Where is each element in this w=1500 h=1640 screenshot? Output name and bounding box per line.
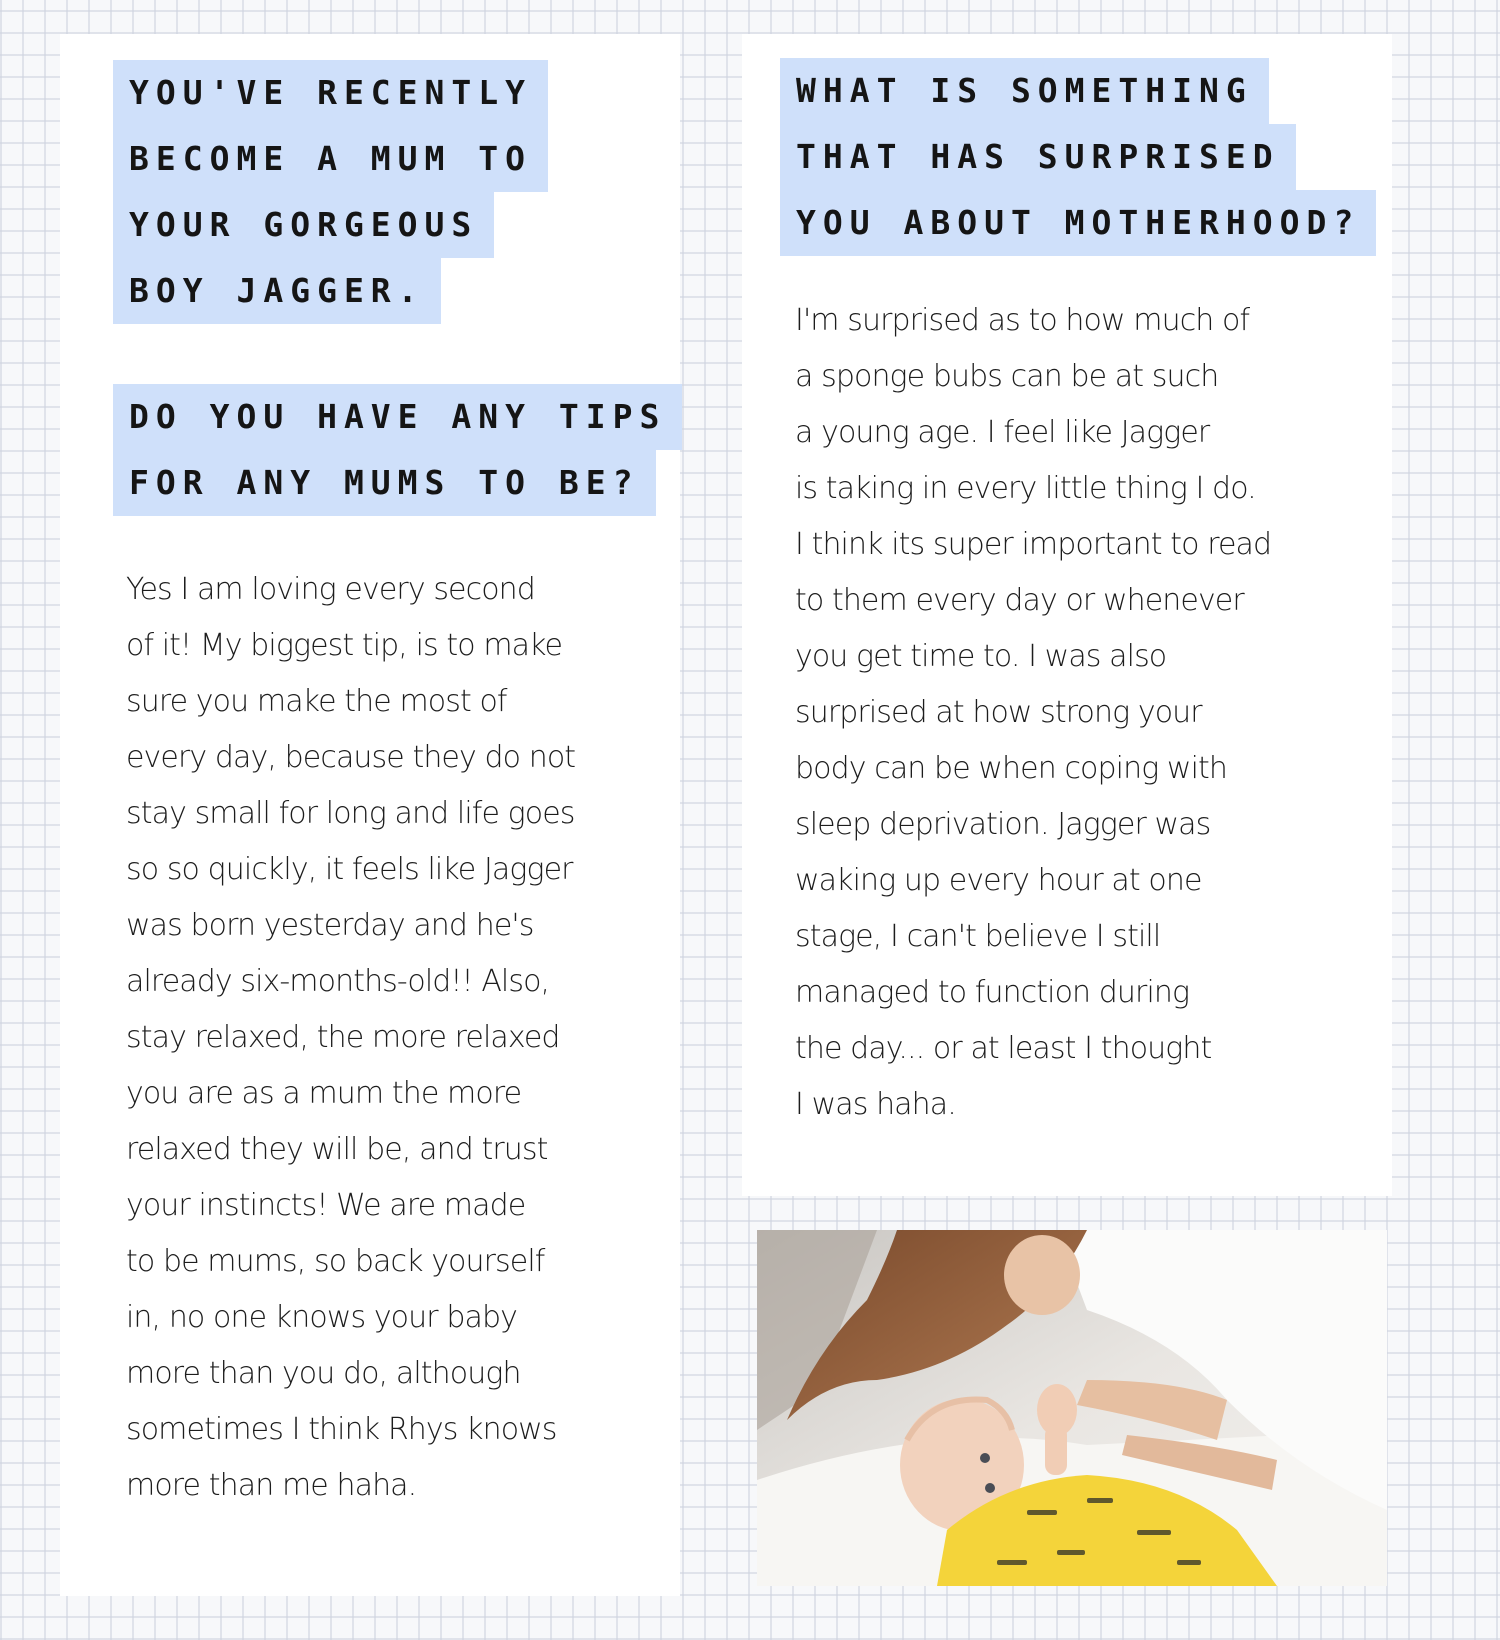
paragraph-line: stay small for long and life goes xyxy=(126,796,575,831)
paragraph-line: waking up every hour at one xyxy=(795,863,1202,898)
heading-line: YOU'VE RECENTLY xyxy=(113,60,548,126)
paragraph-line: sleep deprivation. Jagger was xyxy=(795,807,1211,842)
question-heading-2 xyxy=(113,384,682,516)
heading-line: BECOME A MUM TO xyxy=(113,126,548,192)
paragraph-line: you are as a mum the more xyxy=(126,1076,522,1111)
heading-line: FOR ANY MUMS TO BE? xyxy=(113,450,656,516)
paragraph-line: every day, because they do not xyxy=(126,740,576,775)
paragraph-line: stage, I can't believe I still xyxy=(795,919,1161,954)
paragraph-line: already six-months-old!! Also, xyxy=(126,964,550,999)
paragraph-line: more than me haha. xyxy=(126,1468,417,1503)
paragraph-line: a young age. I feel like Jagger xyxy=(795,415,1210,450)
mother-and-baby-photo xyxy=(757,1230,1387,1586)
paragraph-line: I'm surprised as to how much of xyxy=(795,303,1250,338)
heading-line: DO YOU HAVE ANY TIPS xyxy=(113,384,682,450)
paragraph-line: Yes I am loving every second xyxy=(126,572,535,607)
paragraph-line: sometimes I think Rhys knows xyxy=(126,1412,557,1447)
question-heading-1 xyxy=(113,60,548,324)
paragraph-line: sure you make the most of xyxy=(126,684,507,719)
paragraph-line: I was haha. xyxy=(795,1087,956,1122)
heading-line: WHAT IS SOMETHING xyxy=(780,58,1269,124)
paragraph-line: so so quickly, it feels like Jagger xyxy=(126,852,573,887)
paragraph-line: relaxed they will be, and trust xyxy=(126,1132,548,1167)
paragraph-line: of it! My biggest tip, is to make xyxy=(126,628,563,663)
paragraph-line: I think its super important to read xyxy=(795,527,1272,562)
paragraph-line: you get time to. I was also xyxy=(795,639,1167,674)
paragraph-line: more than you do, although xyxy=(126,1356,521,1391)
paragraph-line: managed to function during xyxy=(795,975,1190,1010)
paragraph-line: stay relaxed, the more relaxed xyxy=(126,1020,560,1055)
answer-tips-paragraph xyxy=(126,562,575,1514)
question-heading-3 xyxy=(780,58,1376,256)
paragraph-line: to be mums, so back yourself xyxy=(126,1244,545,1279)
paragraph-line: the day... or at least I thought xyxy=(795,1031,1212,1066)
paragraph-line: to them every day or whenever xyxy=(795,583,1244,618)
paragraph-line: a sponge bubs can be at such xyxy=(795,359,1219,394)
paragraph-line: was born yesterday and he's xyxy=(126,908,534,943)
heading-line: YOU ABOUT MOTHERHOOD? xyxy=(780,190,1376,256)
paragraph-line: body can be when coping with xyxy=(795,751,1227,786)
answer-surprise-paragraph xyxy=(795,293,1271,1133)
paragraph-line: is taking in every little thing I do. xyxy=(795,471,1256,506)
heading-line: BOY JAGGER. xyxy=(113,258,441,324)
heading-line: THAT HAS SURPRISED xyxy=(780,124,1296,190)
heading-line: YOUR GORGEOUS xyxy=(113,192,494,258)
paragraph-line: surprised at how strong your xyxy=(795,695,1202,730)
paragraph-line: your instincts! We are made xyxy=(126,1188,526,1223)
paragraph-line: in, no one knows your baby xyxy=(126,1300,517,1335)
